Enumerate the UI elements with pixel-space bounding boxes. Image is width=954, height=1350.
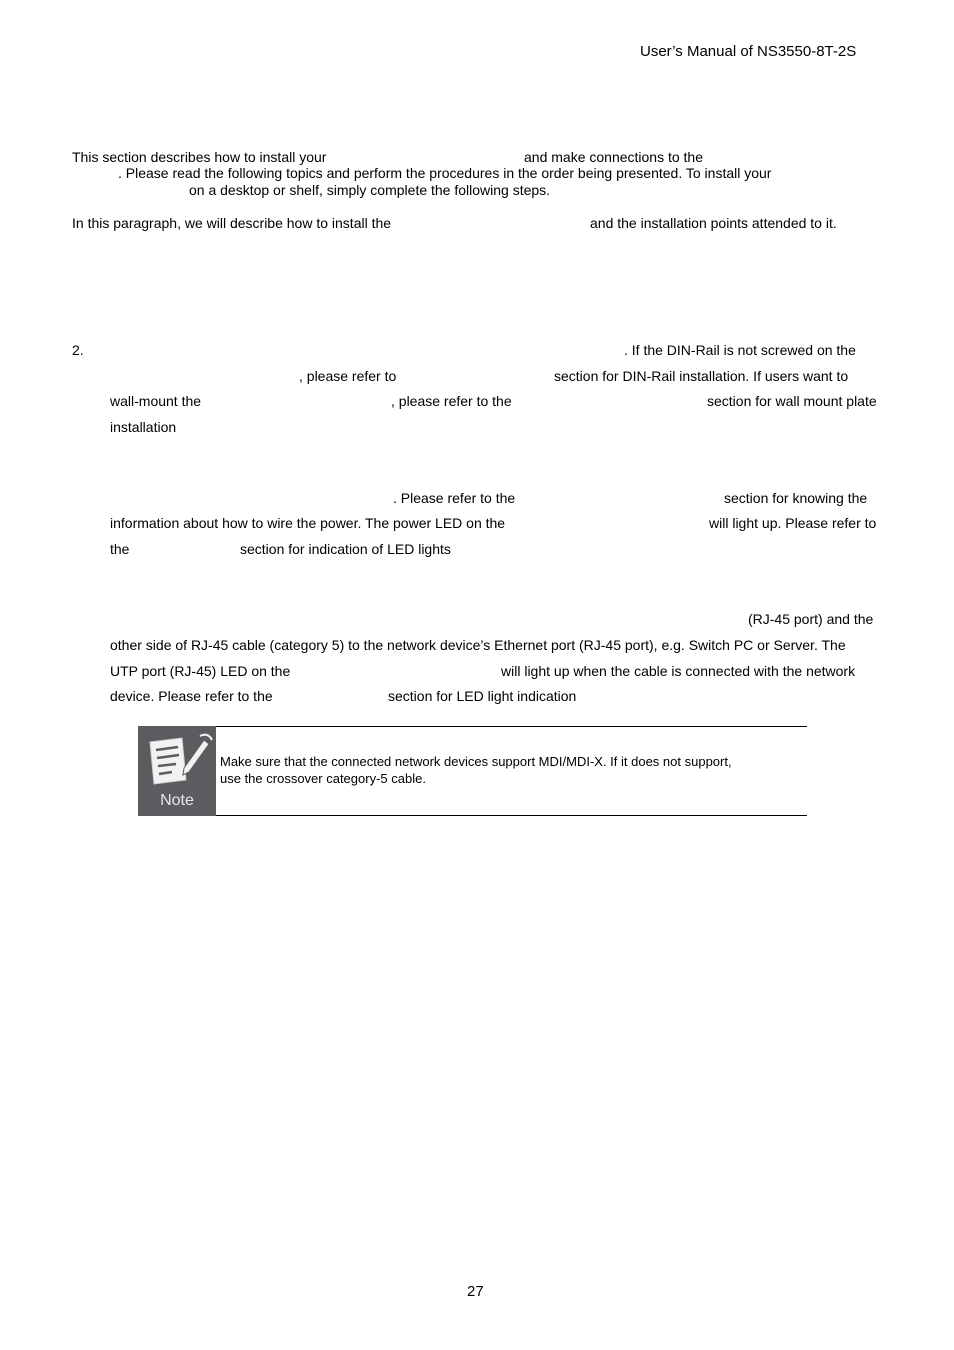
step-2-line-3a: wall-mount the [110,393,202,409]
intro-line-2: . Please read the following topics and perform the procedures in the order being presented. To install your [118,165,772,181]
manual-title: User’s Manual of NS3550-8T-2S [640,43,857,60]
note-top-rule [216,726,807,727]
page-number: 27 [467,1283,484,1300]
intro-line-1a: This section describes how to install your [72,149,327,165]
step-2-line-1: . If the DIN-Rail is not screwed on the [624,342,856,358]
para2-text-b: and the installation points attended to it. [590,215,837,231]
note-text-line-1: Make sure that the connected network devices support MDI/MDI-X. If it does not support, [220,754,732,769]
step-2-line-2b: section for DIN-Rail installation. If users want to [554,368,849,384]
note-icon [138,726,216,816]
step-4-line-2: other side of RJ-45 cable (category 5) to the network device’s Ethernet port (RJ-45 port), e.g. Switch PC or Server. The [110,637,846,653]
step-2-line-2a: , please refer to [299,368,397,384]
step-4-line-3b: will light up when the cable is connected with the network [501,663,856,679]
step-4-line-3a: UTP port (RJ-45) LED on the [110,663,291,679]
intro-line-1b: and make connections to the [524,149,704,165]
step-3-line-1b: section for knowing the [724,490,868,506]
step-2-line-4: installation [110,419,177,435]
note-bottom-rule [216,815,807,816]
step-4-line-4a: device. Please refer to the [110,688,273,704]
step-3-line-2a: information about how to wire the power. The power LED on the [110,515,506,531]
step-3-line-1a: . Please refer to the [393,490,516,506]
note-icon-label: Note [160,792,194,809]
para2-text-a: In this paragraph, we will describe how to install the [72,215,392,231]
step-4-line-4b: section for LED light indication [388,688,577,704]
step-2-line-3b: , please refer to the [391,393,512,409]
step-2-line-3c: section for wall mount plate [707,393,877,409]
step-3-line-3b: section for indication of LED lights [240,541,451,557]
intro-line-3: on a desktop or shelf, simply complete the following steps. [189,182,551,198]
step-3-line-3a: the [110,541,130,557]
note-text-line-2: use the crossover category-5 cable. [220,771,426,786]
step-2-number: 2. [72,342,84,358]
step-4-line-1: (RJ-45 port) and the [748,611,874,627]
step-3-line-2b: will light up. Please refer to [709,515,877,531]
